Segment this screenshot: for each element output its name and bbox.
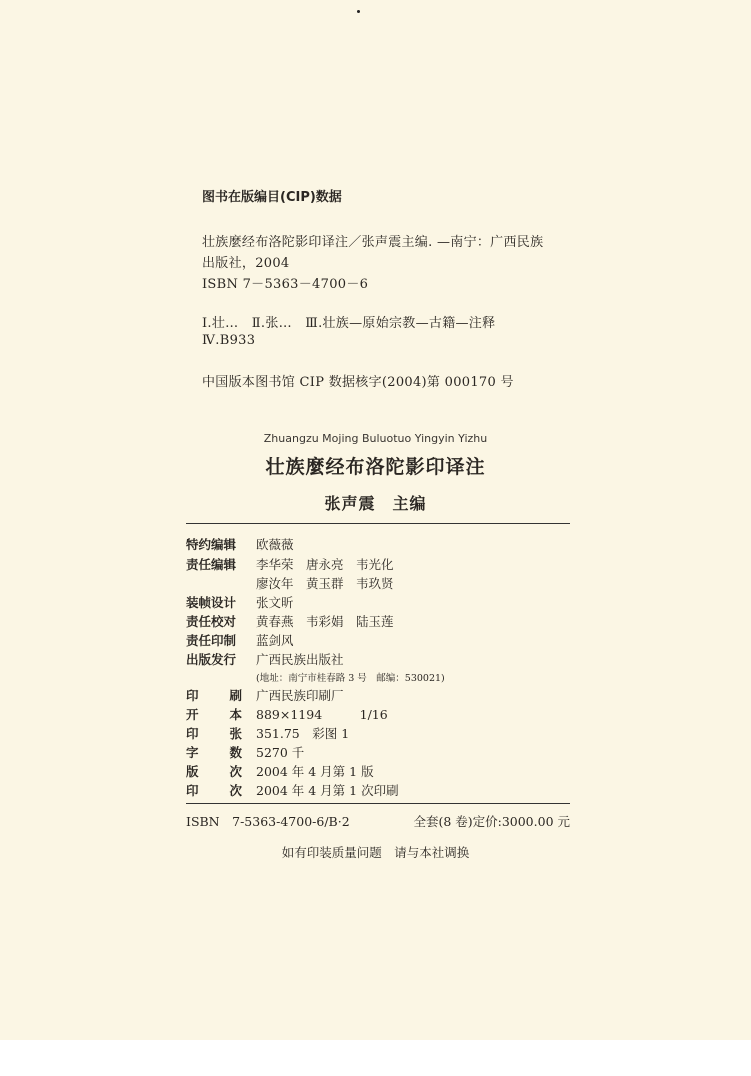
cip-classification-code: Ⅳ.B933 — [202, 333, 256, 348]
quality-notice: 如有印装质量问题 请与本社调换 — [281, 845, 470, 860]
spec-label: 印 次 — [186, 783, 242, 798]
divider-bottom — [186, 803, 570, 804]
divider-top — [186, 523, 570, 524]
spec-label: 开 本 — [186, 707, 242, 722]
credit-label: 责任编辑 — [186, 557, 237, 572]
isbn-number: ISBN 7-5363-4700-6/B·2 — [186, 814, 350, 829]
ink-speck — [357, 10, 360, 13]
cip-header: 图书在版编目(CIP)数据 — [202, 190, 342, 205]
credit-label: 出版发行 — [186, 652, 237, 667]
cip-classification: Ⅰ.壮… Ⅱ.张… Ⅲ.壮族—原始宗教—古籍—注释 — [202, 316, 496, 331]
spec-value: 5270 千 — [256, 745, 305, 760]
spec-value: 2004 年 4 月第 1 次印刷 — [256, 783, 399, 798]
credit-value: 廖汝年 黄玉群 韦玖贤 — [256, 576, 394, 591]
credit-value: 张文昕 — [256, 595, 294, 610]
spec-label: 印 张 — [186, 726, 242, 741]
spec-value: 889×1194 1/16 — [256, 707, 388, 722]
spec-value: 广西民族印刷厂 — [256, 688, 344, 703]
credit-label: 责任印制 — [186, 633, 237, 648]
set-price: 全套(8 卷)定价:3000.00 元 — [413, 814, 570, 829]
spec-value: 351.75 彩图 1 — [256, 726, 350, 741]
publisher-address: (地址：南宁市桂春路 3 号 邮编：530021) — [256, 673, 445, 684]
credit-label: 责任校对 — [186, 614, 237, 629]
spec-label: 印 刷 — [186, 688, 242, 703]
credit-label: 装帧设计 — [186, 595, 237, 610]
spec-label: 字 数 — [186, 745, 242, 760]
spec-label: 版 次 — [186, 764, 242, 779]
cip-isbn: ISBN 7－5363－4700－6 — [202, 277, 369, 292]
credit-value: 欧薇薇 — [256, 537, 294, 552]
cip-line: 壮族麼经布洛陀影印译注／张声震主编. —南宁：广西民族 — [202, 235, 544, 250]
credit-value: 黄春燕 韦彩娟 陆玉莲 — [256, 614, 394, 629]
chief-editor: 张声震 主编 — [324, 494, 427, 513]
credit-value: 广西民族出版社 — [256, 652, 344, 667]
credit-value: 蓝剑风 — [256, 633, 294, 648]
cip-line: 出版社，2004 — [202, 256, 290, 271]
scan-margin — [0, 1040, 751, 1076]
spec-value: 2004 年 4 月第 1 版 — [256, 764, 374, 779]
pinyin-title: Zhuangzu Mojing Buluotuo Yingyin Yizhu — [263, 432, 488, 445]
book-title: 壮族麼经布洛陀影印译注 — [265, 456, 486, 478]
credit-value: 李华荣 唐永亮 韦光化 — [256, 557, 394, 572]
credit-label: 特约编辑 — [186, 537, 237, 552]
cip-record-number: 中国版本图书馆 CIP 数据核字(2004)第 000170 号 — [202, 375, 514, 390]
